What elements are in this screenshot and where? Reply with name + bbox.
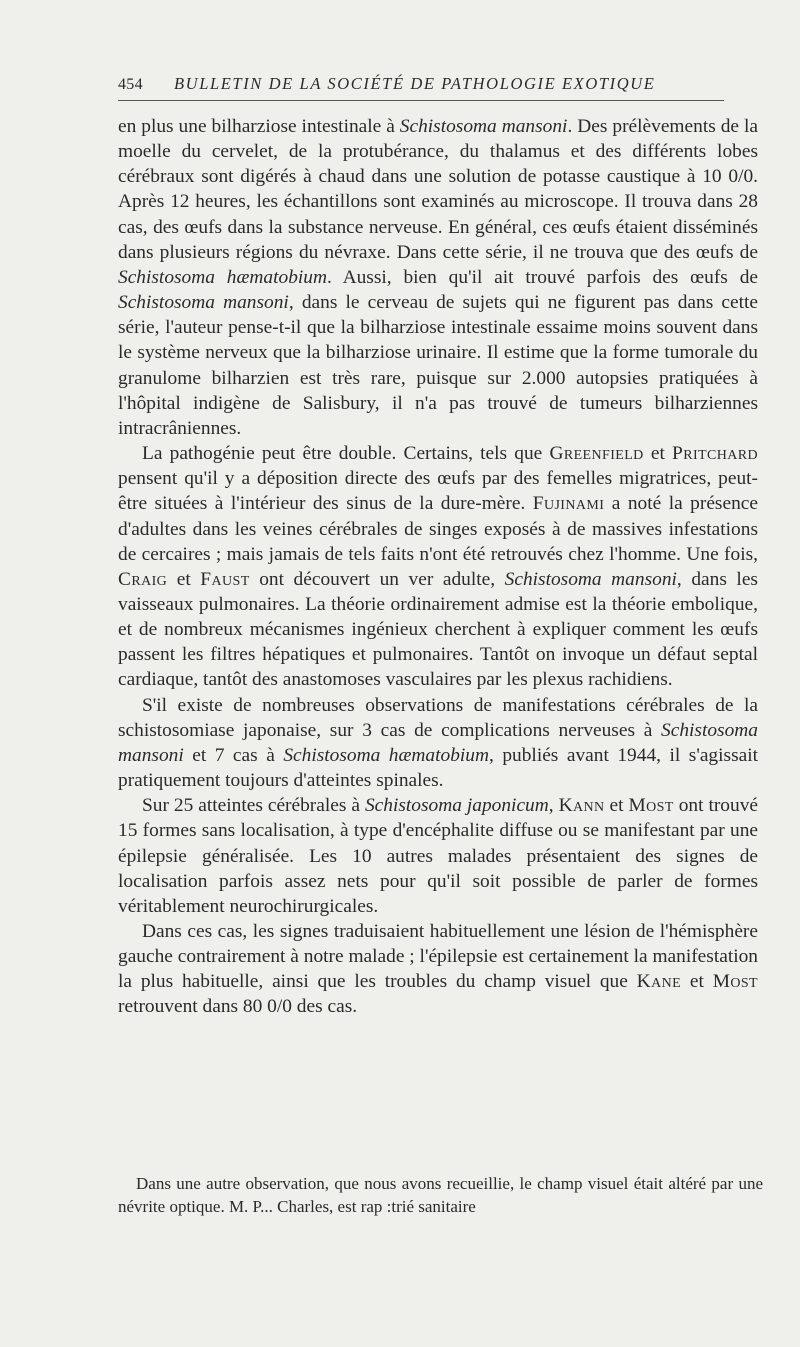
paragraph-4 bbox=[118, 793, 758, 919]
text-run: , dans les vaisseaux pulmonaires. La théorie ordinairement admise est la théorie embolique, et de nombreux mécanismes ingénieux cherchent à expliquer comment les œufs passent les filtres hépatiques et pulmonaires. Tantôt on invoque un défaut septal cardiaque, tantôt des anastomoses vasculaires par les plexus rachidiens. bbox=[118, 568, 758, 691]
author-name: Pritchard bbox=[672, 443, 758, 465]
page-number: 454 bbox=[118, 76, 143, 93]
text-run: S'il existe de nombreuses observations de manifestations cérébrales de la schistosomiase japonaise, sur 3 cas de complications nerveuses à bbox=[118, 694, 758, 741]
text-run: , publiés avant 1944, il s'agissait pratiquement toujours d'atteintes spinales. bbox=[118, 744, 758, 792]
paragraph-3 bbox=[118, 693, 758, 794]
text-run: , dans le cerveau de sujets qui ne figurent pas dans cette série, l'auteur pense-t-il que la bilharziose intestinale essaime moins souvent dans le système nerveux que la bilharziose urinaire. Il estime que la forme tumorale du granulome bilharzien est très rare, puisque sur 2.000 autopsies pratiquées à l'hôpital indigène de Salisbury, il n'a pas trouvé de tumeurs bilharziennes intracrâniennes. bbox=[118, 292, 758, 439]
text-run: et bbox=[604, 795, 629, 817]
text-run: et bbox=[643, 443, 673, 465]
text-run: et 7 cas à bbox=[183, 744, 284, 766]
author-name: Greenfield bbox=[549, 443, 644, 465]
paragraph-2 bbox=[118, 441, 758, 693]
text-run: La pathogénie peut être double. Certains, tels que bbox=[142, 443, 550, 465]
text-run: Dans ces cas, les signes traduisaient habituellement une lésion de l'hémisphère gauche contrairement à notre malade ; l'épilepsie est certainement la manifestation la plus habituelle, ainsi que les troubles du champ visuel que bbox=[118, 921, 758, 993]
text-run: . Aussi, bien qu'il ait trouvé parfois des œufs de bbox=[326, 266, 758, 288]
text-run: a noté la présence d'adultes dans les veines cérébrales de singes exposés à de massives infestations de cercaires ; mais jamais de tels faits n'ont été retrouvés chez l'homme. Une fois, bbox=[118, 493, 758, 565]
text-run: retrouvent dans 80 0/0 des cas. bbox=[118, 996, 358, 1018]
species-name: Schistosoma hæmatobium bbox=[118, 266, 327, 288]
text-run: et bbox=[167, 568, 201, 590]
text-run: ont trouvé 15 formes sans localisation, à type d'encéphalite diffuse ou se manifestant par une épilepsie généralisée. Les 10 autres malades présentaient des signes de localisation parfois assez nets pour qu'il soit possible de parler de formes véritablement neurochirurgicales. bbox=[118, 795, 758, 917]
text-run: Sur 25 atteintes cérébrales à bbox=[142, 795, 365, 817]
species-name: Schistosoma mansoni bbox=[504, 568, 677, 590]
running-title: BULLETIN DE LA SOCIÉTÉ DE PATHOLOGIE EXOTIQUE bbox=[174, 74, 656, 93]
text-run: et bbox=[681, 971, 713, 993]
author-name: Kann bbox=[558, 795, 605, 817]
text-run: . Des prélèvements de la moelle du cervelet, de la protubérance, du thalamus et des différents lobes cérébraux sont digérés à chaud dans une solution de potasse caustique à 10 0/0. Après 12 heures, les échantillons sont examinés au microscope. Il trouva dans 28 cas, des œufs dans la substance nerveuse. En général, ces œufs étaient disséminés dans plusieurs régions du névraxe. Dans cette série, il ne trouva que des œufs de bbox=[118, 116, 758, 263]
text-run: pensent qu'il y a déposition directe des œufs par des femelles migratrices, peut-être situées à l'intérieur des sinus de la dure-mère. bbox=[118, 468, 758, 515]
footnote bbox=[118, 1172, 763, 1218]
author-name: Most bbox=[628, 795, 674, 817]
species-name: Schistosoma hæmatobium bbox=[283, 744, 489, 766]
author-name: Faust bbox=[200, 568, 250, 590]
paragraph-5 bbox=[118, 919, 758, 1020]
text-run: ont découvert un ver adulte, bbox=[249, 568, 505, 590]
species-name: Schistosoma mansoni bbox=[118, 292, 289, 314]
paragraph-1 bbox=[118, 114, 758, 441]
author-name: Most bbox=[712, 971, 758, 993]
body-text bbox=[118, 114, 758, 1020]
page-header bbox=[118, 70, 728, 100]
species-name: Schistosoma japonicum bbox=[364, 795, 549, 817]
footnote-text: Dans une autre observation, que nous avons recueillie, le champ visuel était altéré par une névrite optique. M. P... Charles, est rap :trié sanitaire bbox=[118, 1174, 763, 1216]
author-name: Fujinami bbox=[532, 493, 605, 515]
header-rule bbox=[118, 100, 724, 101]
text-run: , bbox=[548, 795, 559, 817]
species-name: Schistosoma mansoni bbox=[399, 116, 568, 137]
species-name: Schistosoma mansoni bbox=[118, 719, 758, 766]
author-name: Kane bbox=[636, 971, 682, 993]
author-name: Craig bbox=[118, 568, 168, 590]
text-run: en plus une bilharziose intestinale à bbox=[118, 116, 400, 137]
